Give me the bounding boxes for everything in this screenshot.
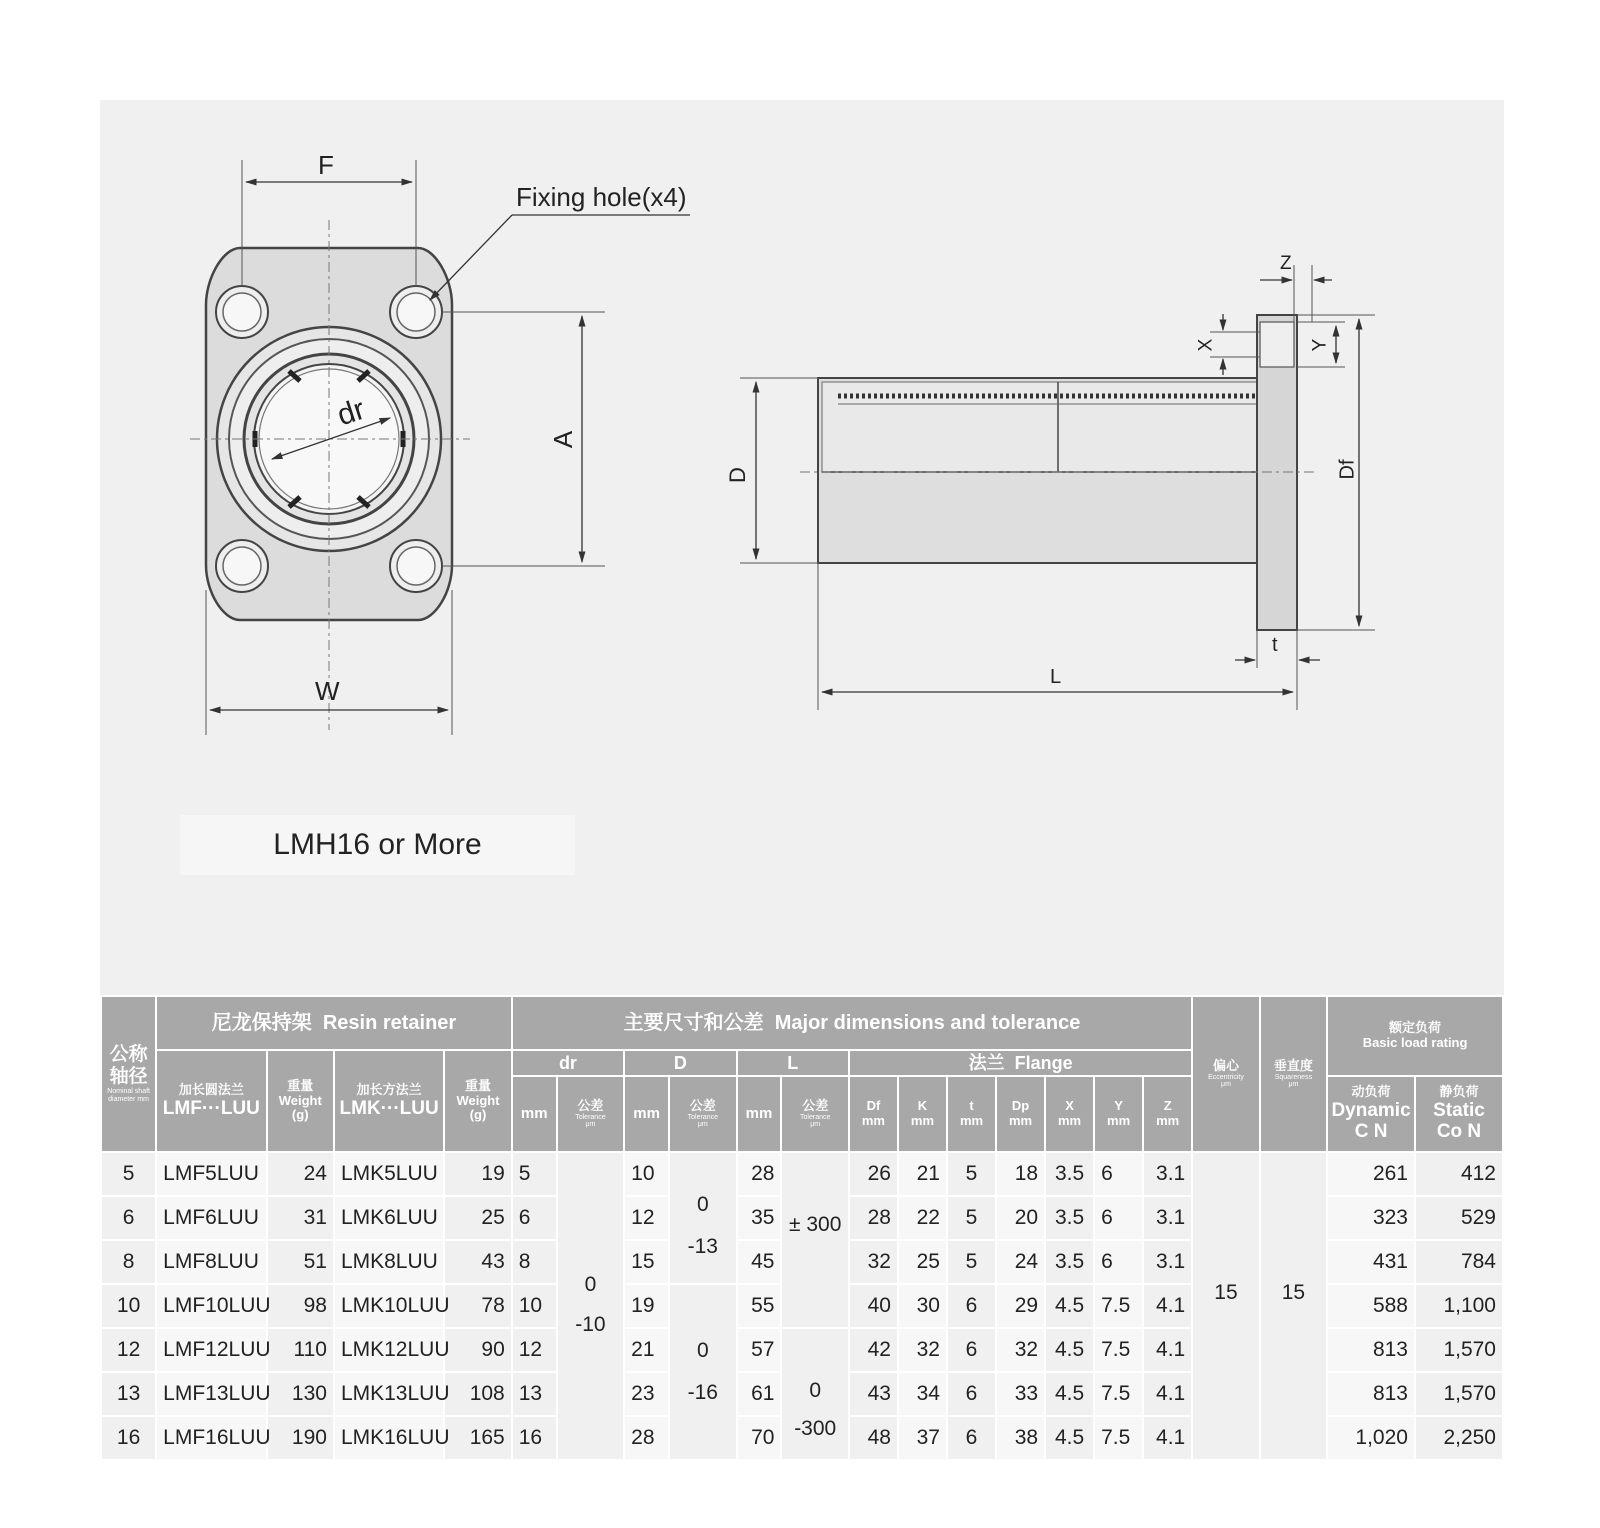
header-dr-tol: 公差 Tolerance μm (557, 1076, 624, 1152)
dim-dr-label: dr (333, 392, 369, 433)
spec-table (100, 995, 1504, 1461)
cell-w2: 19 (444, 1152, 511, 1196)
dim-t-label: t (1272, 634, 1278, 656)
cell-l: 55 (737, 1284, 782, 1328)
cell-x: 3.5 (1045, 1196, 1094, 1240)
cell-lmf: LMF6LUU (156, 1196, 266, 1240)
cell-y: 7.5 (1094, 1416, 1143, 1460)
dr-tolerance (557, 1152, 624, 1460)
cell-x: 4.5 (1045, 1372, 1094, 1416)
front-view (190, 160, 690, 735)
header-dr-mm: mm (512, 1076, 557, 1152)
cell-shaft: 16 (101, 1416, 156, 1460)
spec-sheet (100, 100, 1504, 1449)
cell-x: 4.5 (1045, 1328, 1094, 1372)
dim-D-label: D (724, 467, 750, 483)
cell-dp: 20 (996, 1196, 1045, 1240)
cell-shaft: 5 (101, 1152, 156, 1196)
side-view (740, 265, 1375, 710)
cell-df: 28 (849, 1196, 898, 1240)
cell-w2: 25 (444, 1196, 511, 1240)
cell-stat: 1,570 (1415, 1372, 1503, 1416)
cell-z: 4.1 (1143, 1372, 1192, 1416)
L-tolerance-a-value: ± 300 (789, 1213, 842, 1236)
cell-w2: 78 (444, 1284, 511, 1328)
eccentricity-value-value: 15 (1214, 1281, 1238, 1304)
cell-stat: 1,570 (1415, 1328, 1503, 1372)
dim-Z-label: Z (1280, 253, 1292, 274)
cell-k: 21 (898, 1152, 947, 1196)
cell-lmk: LMK5LUU (334, 1152, 444, 1196)
table-row (101, 1152, 1503, 1196)
dim-L-label: L (1050, 666, 1062, 688)
cell-w2: 108 (444, 1372, 511, 1416)
cell-df: 32 (849, 1240, 898, 1284)
cell-y: 6 (1094, 1196, 1143, 1240)
squareness-value-value: 15 (1281, 1281, 1306, 1304)
D-tolerance-b-value: 0 (696, 1339, 709, 1362)
cell-k: 22 (898, 1196, 947, 1240)
cell-df: 43 (849, 1372, 898, 1416)
cell-z: 3.1 (1143, 1152, 1192, 1196)
L-tolerance-b-value: -300 (794, 1417, 837, 1440)
cell-dr: 6 (512, 1196, 557, 1240)
cell-l: 35 (737, 1196, 782, 1240)
cell-lmk: LMK6LUU (334, 1196, 444, 1240)
cell-x: 3.5 (1045, 1152, 1094, 1196)
cell-x: 3.5 (1045, 1240, 1094, 1284)
cell-shaft: 13 (101, 1372, 156, 1416)
cell-shaft: 6 (101, 1196, 156, 1240)
L-tolerance-a (781, 1152, 848, 1328)
cell-x: 4.5 (1045, 1284, 1094, 1328)
cell-lmk: LMK10LUU (334, 1284, 444, 1328)
cell-d: 28 (624, 1416, 669, 1460)
header-static: 静负荷 Static Co N (1415, 1076, 1503, 1152)
header-L: L (737, 1050, 849, 1076)
header-load-rating: 额定负荷 Basic load rating (1327, 996, 1503, 1076)
header-L-tol: 公差 Tolerance μm (781, 1076, 848, 1152)
D-tolerance-a-value: 0 (696, 1193, 709, 1216)
header-Y: Y mm (1094, 1076, 1143, 1152)
cell-dyn: 813 (1327, 1328, 1415, 1372)
header-major-dimensions: 主要尺寸和公差 Major dimensions and tolerance (512, 996, 1193, 1050)
cell-df: 48 (849, 1416, 898, 1460)
cell-df: 26 (849, 1152, 898, 1196)
cell-shaft: 10 (101, 1284, 156, 1328)
cell-lmk: LMK12LUU (334, 1328, 444, 1372)
header-resin-retainer: 尼龙保持架 Resin retainer (156, 996, 512, 1050)
cell-df: 42 (849, 1328, 898, 1372)
header-Dp: Dp mm (996, 1076, 1045, 1152)
cell-lmk: LMK16LUU (334, 1416, 444, 1460)
cell-dr: 10 (512, 1284, 557, 1328)
cell-dyn: 431 (1327, 1240, 1415, 1284)
cell-dp: 38 (996, 1416, 1045, 1460)
cell-w1: 51 (267, 1240, 334, 1284)
cell-t: 6 (947, 1328, 996, 1372)
cell-dyn: 813 (1327, 1372, 1415, 1416)
header-weight-1: 重量 Weight (g) (267, 1050, 334, 1152)
header-squareness: 垂直度 Squareness μm (1260, 996, 1327, 1152)
cell-w1: 31 (267, 1196, 334, 1240)
cell-w2: 165 (444, 1416, 511, 1460)
D-tolerance-a (669, 1152, 736, 1284)
cell-d: 15 (624, 1240, 669, 1284)
cell-z: 3.1 (1143, 1196, 1192, 1240)
cell-shaft: 8 (101, 1240, 156, 1284)
cell-x: 4.5 (1045, 1416, 1094, 1460)
cell-stat: 784 (1415, 1240, 1503, 1284)
cell-k: 32 (898, 1328, 947, 1372)
cell-l: 57 (737, 1328, 782, 1372)
header-dynamic: 动负荷 Dynamic C N (1327, 1076, 1415, 1152)
cell-lmf: LMF13LUU (156, 1372, 266, 1416)
D-tolerance-a-value: -13 (687, 1235, 718, 1258)
cell-lmf: LMF8LUU (156, 1240, 266, 1284)
header-D: D (624, 1050, 736, 1076)
cell-dp: 24 (996, 1240, 1045, 1284)
header-eccentricity: 偏心 Eccentricity μm (1192, 996, 1259, 1152)
cell-d: 19 (624, 1284, 669, 1328)
dim-W-label: W (315, 676, 340, 706)
header-lmk: 加长方法兰 LMK···LUU (334, 1050, 444, 1152)
cell-l: 70 (737, 1416, 782, 1460)
cell-y: 7.5 (1094, 1372, 1143, 1416)
cell-shaft: 12 (101, 1328, 156, 1372)
header-Z: Z mm (1143, 1076, 1192, 1152)
cell-t: 6 (947, 1284, 996, 1328)
dim-X-label: X (1195, 338, 1217, 352)
cell-l: 28 (737, 1152, 782, 1196)
cell-k: 30 (898, 1284, 947, 1328)
cell-l: 45 (737, 1240, 782, 1284)
L-tolerance-b (781, 1328, 848, 1460)
cell-dyn: 323 (1327, 1196, 1415, 1240)
cell-dr: 8 (512, 1240, 557, 1284)
header-t: t mm (947, 1076, 996, 1152)
cell-t: 5 (947, 1196, 996, 1240)
header-shaft: 公称轴径 Nominal shaft diameter mm (101, 996, 156, 1152)
cell-df: 40 (849, 1284, 898, 1328)
cell-lmf: LMF16LUU (156, 1416, 266, 1460)
cell-dyn: 1,020 (1327, 1416, 1415, 1460)
header-flange: 法兰 Flange (849, 1050, 1192, 1076)
cell-d: 23 (624, 1372, 669, 1416)
cell-lmf: LMF10LUU (156, 1284, 266, 1328)
cell-t: 6 (947, 1372, 996, 1416)
cell-lmk: LMK8LUU (334, 1240, 444, 1284)
dim-Df-label: Df (1336, 459, 1359, 480)
cell-d: 21 (624, 1328, 669, 1372)
header-X: X mm (1045, 1076, 1094, 1152)
cell-dyn: 261 (1327, 1152, 1415, 1196)
cell-z: 4.1 (1143, 1328, 1192, 1372)
drawing-caption: LMH16 or More (180, 815, 575, 875)
cell-lmf: LMF12LUU (156, 1328, 266, 1372)
header-L-mm: mm (737, 1076, 782, 1152)
dim-Y-label: Y (1309, 338, 1331, 352)
cell-y: 7.5 (1094, 1328, 1143, 1372)
header-weight-2: 重量 Weight (g) (444, 1050, 511, 1152)
cell-dr: 16 (512, 1416, 557, 1460)
header-D-mm: mm (624, 1076, 669, 1152)
dim-F-label: F (318, 150, 334, 180)
cell-t: 6 (947, 1416, 996, 1460)
cell-stat: 2,250 (1415, 1416, 1503, 1460)
cell-dyn: 588 (1327, 1284, 1415, 1328)
cell-stat: 1,100 (1415, 1284, 1503, 1328)
cell-dp: 29 (996, 1284, 1045, 1328)
cell-dp: 32 (996, 1328, 1045, 1372)
squareness-value (1260, 1152, 1327, 1460)
cell-w1: 130 (267, 1372, 334, 1416)
cell-w1: 24 (267, 1152, 334, 1196)
cell-lmk: LMK13LUU (334, 1372, 444, 1416)
cell-dr: 12 (512, 1328, 557, 1372)
header-D-tol: 公差 Tolerance μm (669, 1076, 736, 1152)
cell-k: 34 (898, 1372, 947, 1416)
cell-dr: 13 (512, 1372, 557, 1416)
cell-y: 6 (1094, 1240, 1143, 1284)
cell-l: 61 (737, 1372, 782, 1416)
header-dr: dr (512, 1050, 624, 1076)
cell-w2: 43 (444, 1240, 511, 1284)
cell-d: 10 (624, 1152, 669, 1196)
header-lmf: 加长圆法兰 LMF···LUU (156, 1050, 266, 1152)
dr-tolerance-value: 0 (584, 1273, 597, 1296)
cell-z: 4.1 (1143, 1416, 1192, 1460)
cell-y: 6 (1094, 1152, 1143, 1196)
table-header (101, 996, 1503, 1152)
cell-stat: 529 (1415, 1196, 1503, 1240)
cell-t: 5 (947, 1152, 996, 1196)
cell-z: 3.1 (1143, 1240, 1192, 1284)
L-tolerance-b-value: 0 (809, 1379, 822, 1402)
cell-w1: 98 (267, 1284, 334, 1328)
cell-z: 4.1 (1143, 1284, 1192, 1328)
dr-tolerance-value: -10 (575, 1313, 606, 1336)
header-Df: Df mm (849, 1076, 898, 1152)
cell-w2: 90 (444, 1328, 511, 1372)
dim-A-label: A (548, 430, 579, 449)
header-K: K mm (898, 1076, 947, 1152)
cell-dp: 33 (996, 1372, 1045, 1416)
cell-dr: 5 (512, 1152, 557, 1196)
cell-w1: 190 (267, 1416, 334, 1460)
cell-dp: 18 (996, 1152, 1045, 1196)
cell-k: 37 (898, 1416, 947, 1460)
D-tolerance-b (669, 1284, 736, 1460)
cell-w1: 110 (267, 1328, 334, 1372)
table-body (101, 1152, 1503, 1460)
eccentricity-value (1192, 1152, 1259, 1460)
cell-lmf: LMF5LUU (156, 1152, 266, 1196)
cell-k: 25 (898, 1240, 947, 1284)
cell-d: 12 (624, 1196, 669, 1240)
D-tolerance-b-value: -16 (687, 1381, 718, 1404)
fixing-hole-callout: Fixing hole(x4) (516, 182, 687, 212)
cell-t: 5 (947, 1240, 996, 1284)
cell-stat: 412 (1415, 1152, 1503, 1196)
cell-y: 7.5 (1094, 1284, 1143, 1328)
